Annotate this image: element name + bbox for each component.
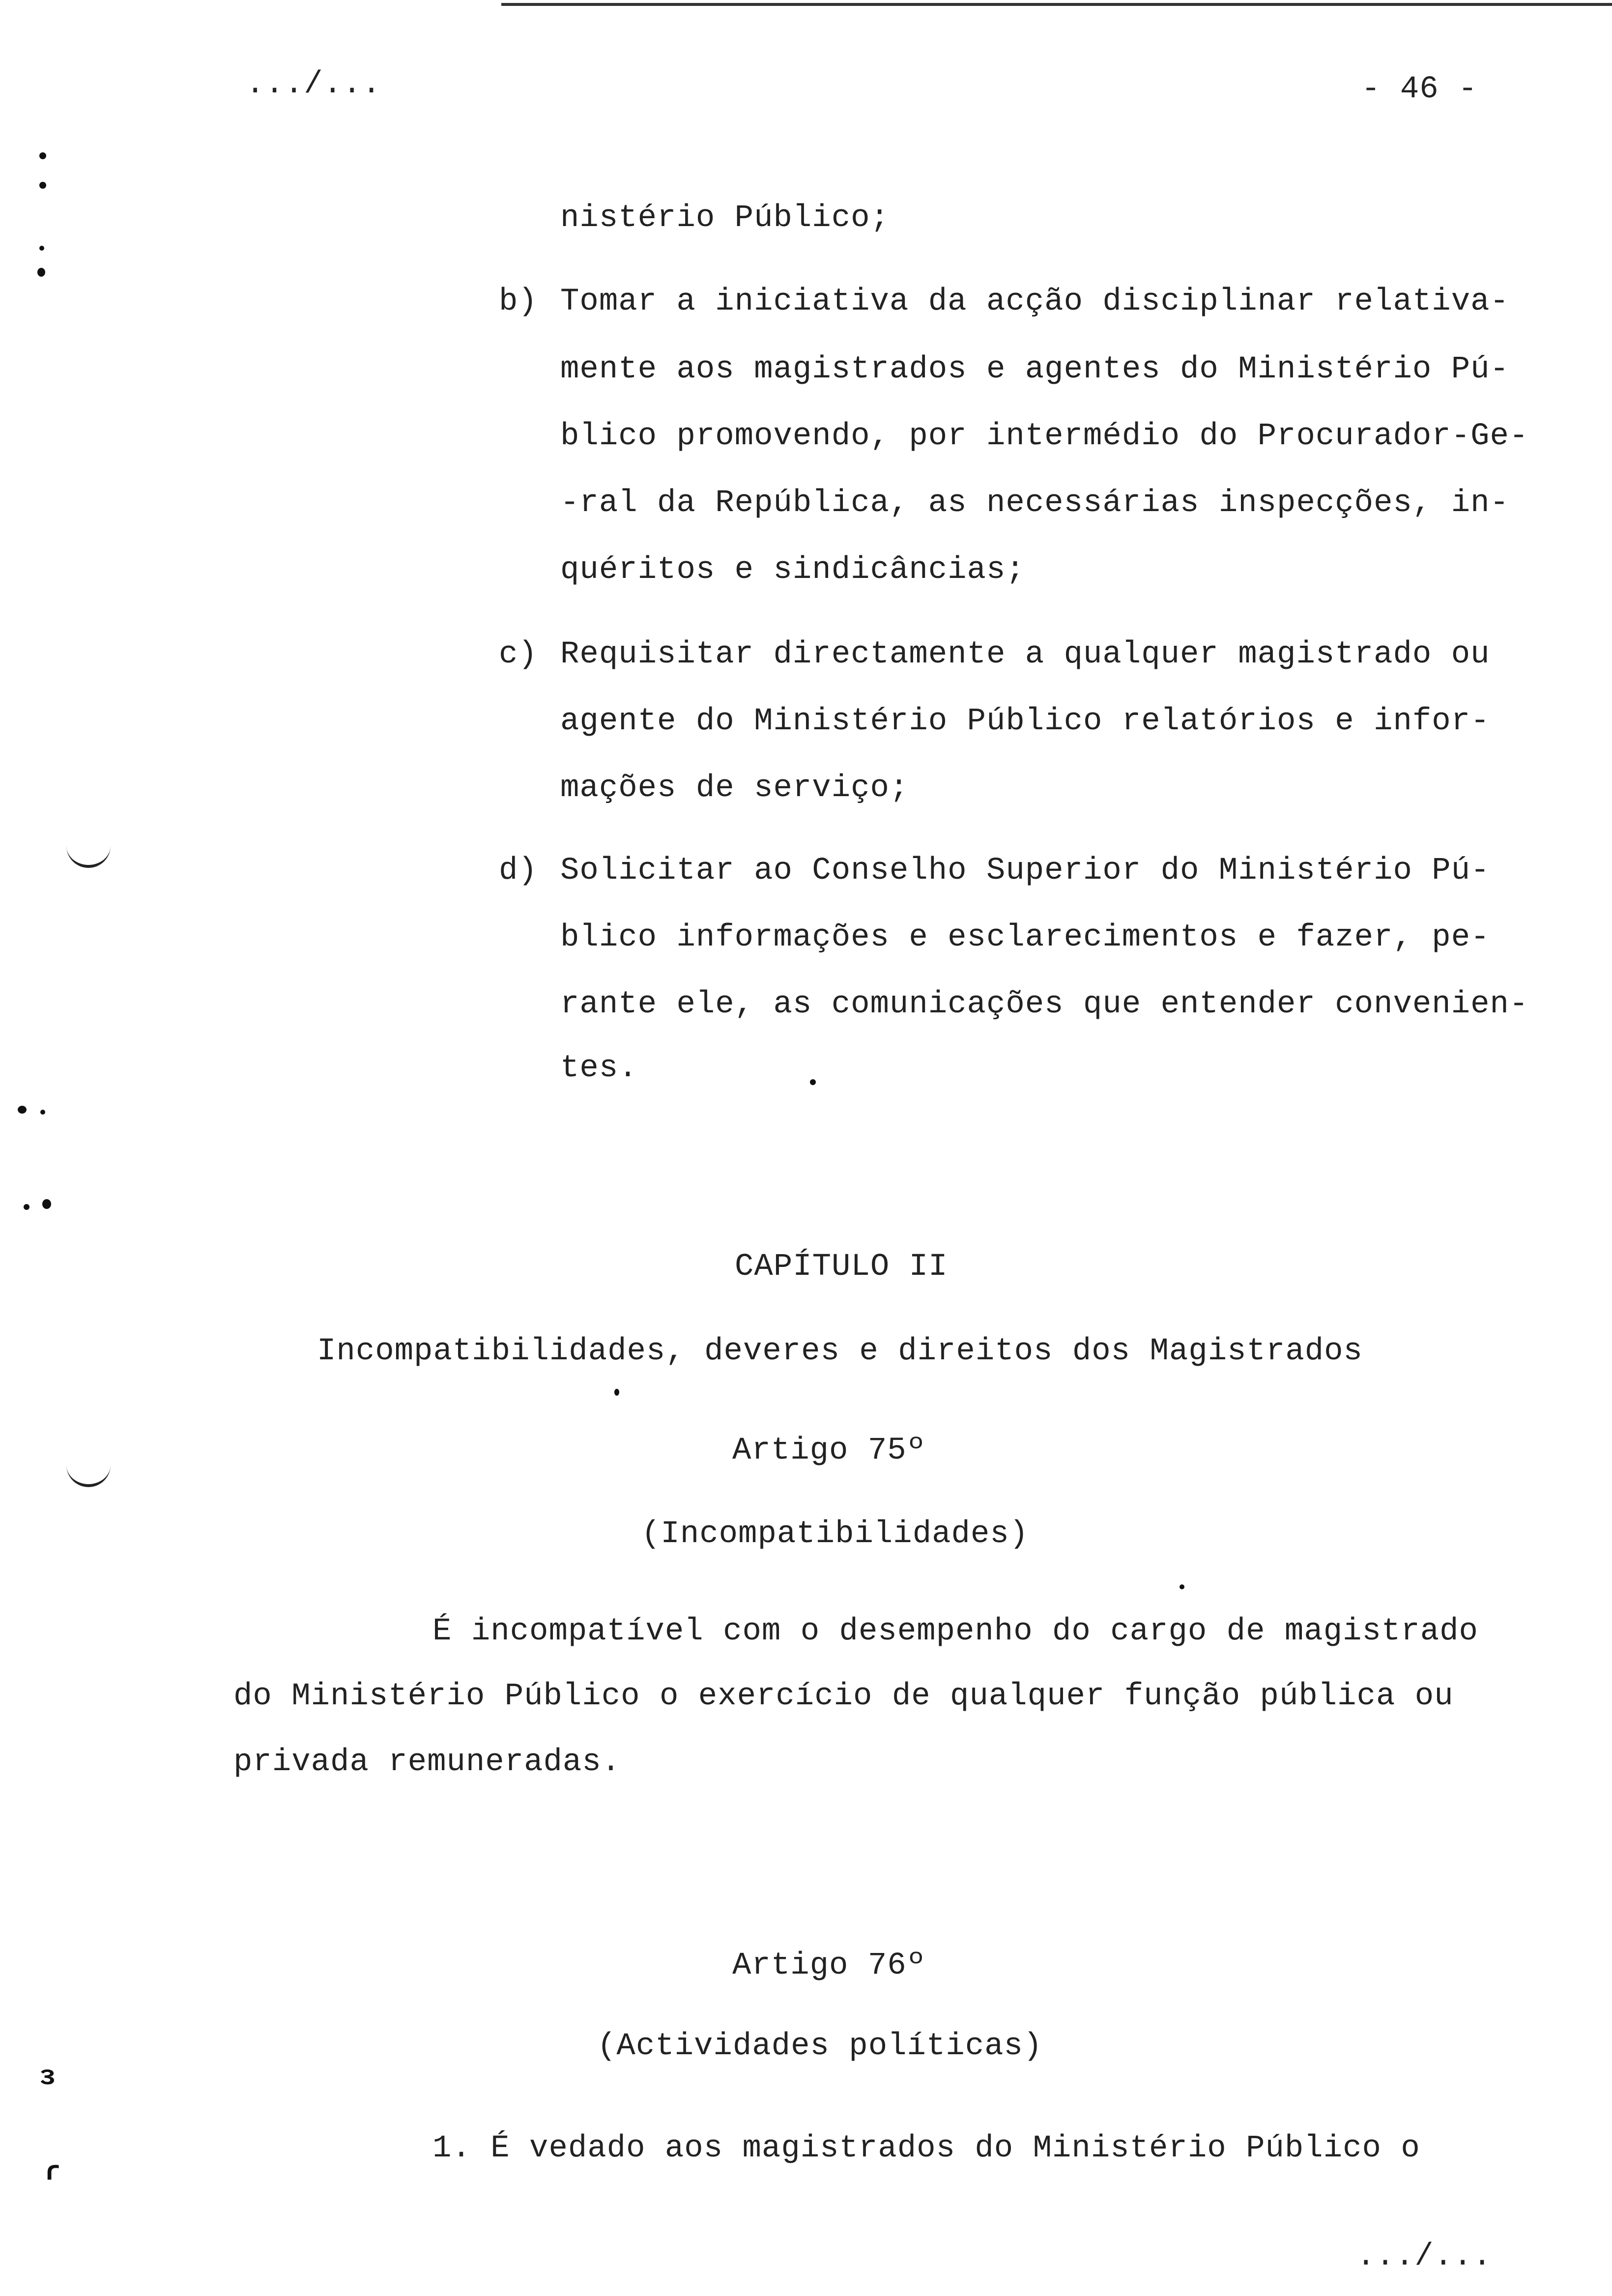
list-line: blico informações e esclarecimentos e fazer, pe-: [560, 920, 1490, 955]
scan-arc-mark: [66, 835, 111, 868]
list-line: mações de serviço;: [560, 771, 909, 806]
scan-speck: [39, 182, 46, 189]
article-76-heading: Artigo 76º: [732, 1948, 926, 1983]
scan-mark: ɾ: [44, 2156, 61, 2188]
scan-speck: [39, 152, 46, 159]
list-line: Requisitar directamente a qualquer magistrado ou: [560, 637, 1490, 672]
scan-arc-mark: [66, 1455, 111, 1487]
scan-speck: [810, 1079, 816, 1085]
article-76-line: 1. É vedado aos magistrados do Ministério Público o: [432, 2131, 1420, 2166]
scan-speck: [40, 1110, 45, 1115]
continuation-marker-top: .../...: [246, 67, 381, 102]
list-marker: d): [499, 853, 538, 889]
page-number: - 46 -: [1361, 72, 1478, 107]
scan-speck: [1180, 1584, 1184, 1589]
list-item-a-tail: nistério Público;: [560, 201, 890, 236]
list-line: Solicitar ao Conselho Superior do Ministério Pú-: [560, 853, 1490, 889]
list-line: blico promovendo, por intermédio do Procurador-Ge-: [560, 419, 1529, 454]
list-line: tes.: [560, 1051, 638, 1086]
scan-speck: [37, 268, 45, 277]
article-75-heading: Artigo 75º: [732, 1433, 926, 1468]
top-border-line: [501, 3, 1612, 6]
scan-mark: ɜ: [39, 2061, 56, 2093]
continuation-marker-bottom: .../...: [1356, 2239, 1492, 2274]
chapter-title: Incompatibilidades, deveres e direitos dos Magistrados: [317, 1334, 1363, 1369]
list-line: Tomar a iniciativa da acção disciplinar relativa-: [560, 284, 1509, 319]
article-75-line: É incompatível com o desempenho do cargo de magistrado: [432, 1614, 1478, 1649]
article-75-line: do Ministério Público o exercício de qualquer função pública ou: [233, 1679, 1454, 1714]
scan-speck: [18, 1106, 27, 1114]
list-marker: b): [499, 284, 538, 319]
chapter-label: CAPÍTULO II: [735, 1249, 948, 1285]
article-76-subtitle: (Actividades políticas): [597, 2029, 1043, 2064]
list-marker: c): [499, 637, 538, 672]
list-line: rante ele, as comunicações que entender convenien-: [560, 987, 1529, 1022]
scan-speck: [614, 1389, 619, 1396]
list-line: mente aos magistrados e agentes do Ministério Pú-: [560, 352, 1509, 387]
list-line: agente do Ministério Público relatórios e infor-: [560, 704, 1490, 739]
scan-speck: [39, 246, 44, 251]
list-line: quéritos e sindicâncias;: [560, 552, 1025, 588]
article-75-subtitle: (Incompatibilidades): [641, 1517, 1029, 1552]
scan-speck: [24, 1204, 29, 1210]
scan-speck: [42, 1199, 51, 1209]
article-75-line: privada remuneradas.: [233, 1745, 621, 1780]
list-line: -ral da República, as necessárias inspecções, in-: [560, 486, 1509, 521]
